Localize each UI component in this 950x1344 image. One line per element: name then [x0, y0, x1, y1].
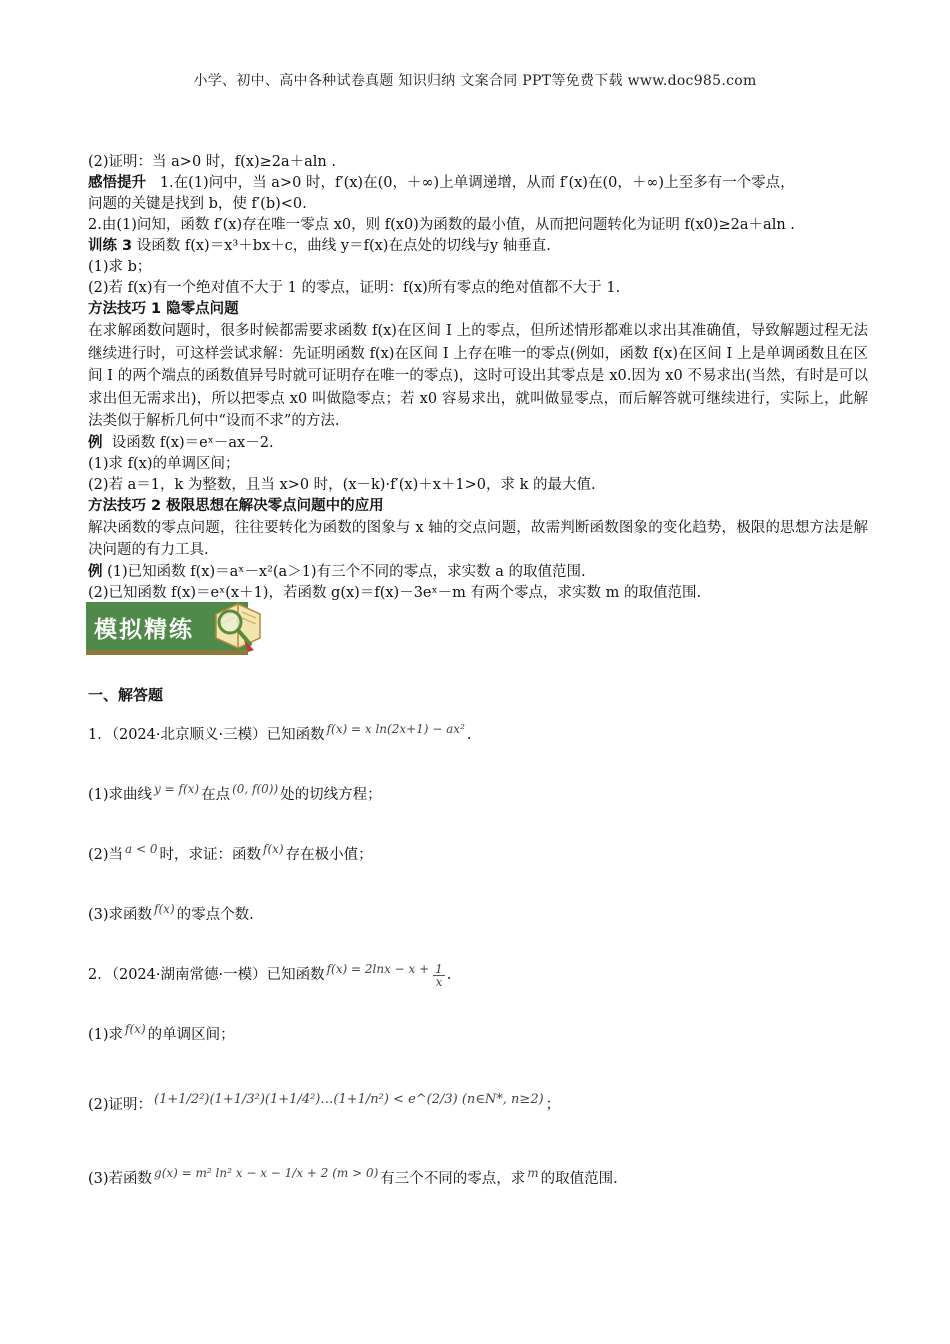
text-span: 的零点个数.	[176, 907, 254, 923]
text-line: (2)若 f(x)有一个绝对值不大于 1 的零点，证明：f(x)所有零点的绝对值都不大于 1.	[88, 280, 621, 296]
text-span: (3)若函数	[88, 1171, 153, 1187]
label-xunlian: 训练 3	[88, 238, 133, 254]
paragraph: 在求解函数问题时，很多时候都需要求函数 f(x)在区间 I 上的零点，但所述情形都难以求出其准确值，导致解题过程无法继续进行时，可这样尝试求解：先证明函数 f(x)在区间 I 上存在唯一的零点(例如，函数 f(x)在区间 I 上是单调函数且在区间 I 的两个端点的函数值异号时就可证明存在唯一的零点)，这时可设出其零点是 x0.因为 x0 不易求出(当然，有时是可以求出但无需求出)，所以把零点 x0 叫做隐零点；若 x0 容易求出，就叫做显零点，而后解答就可继续进行，实际上，此解法类似于解析几何中“设而不求”的方法.	[88, 323, 868, 429]
heading-fangfa1: 方法技巧 1 隐零点问题	[88, 301, 239, 317]
page-header: 小学、初中、高中各种试卷真题 知识归纳 文案合同 PPT等免费下载 www.doc985.com	[193, 73, 757, 89]
text-span: (1)求	[88, 1027, 124, 1043]
text-span: (1)已知函数 f(x)＝aˣ－x²(a＞1)有三个不同的零点，求实数 a 的取值范围.	[102, 563, 586, 580]
punctuation: .	[446, 967, 452, 983]
formula: f(x)	[125, 1022, 146, 1036]
fraction-denominator: x	[435, 974, 443, 989]
label-li: 例	[88, 434, 103, 451]
fraction-numerator: 1	[435, 961, 443, 976]
formula: (1+1/2²)(1+1/3²)(1+1/4²)…(1+1/n²) < e^(2/3) (n∈N*, n≥2)	[154, 1092, 544, 1107]
text-line: (1)求 b；	[88, 259, 152, 275]
book-magnifier-icon	[210, 594, 266, 652]
question-2	[88, 962, 451, 988]
text-line	[88, 236, 868, 257]
question-2-part-2	[88, 1092, 560, 1114]
text-line: 2.由(1)问知，函数 f′(x)存在唯一零点 x0，则 f(x0)为函数的最小值，从而把问题转化为证明 f(x0)≥2a＋aln .	[88, 217, 795, 233]
label-ganwu: 感悟提升	[88, 175, 146, 191]
banner-title: 模拟精练	[94, 617, 194, 643]
formula: (0, f(0))	[232, 782, 279, 796]
question-2-part-3	[88, 1166, 618, 1188]
text-span: (3)求函数	[88, 907, 153, 923]
text-span: 有三个不同的零点，求	[380, 1171, 526, 1187]
question-intro: 2．（2024·湖南常德·一模）已知函数	[88, 967, 325, 983]
punctuation: .	[466, 727, 472, 743]
text-line: (1)求 f(x)的单调区间；	[88, 455, 240, 472]
question-1	[88, 722, 472, 744]
text-line	[88, 433, 868, 454]
main-content	[88, 152, 868, 604]
text-span: 在点	[201, 787, 231, 803]
text-span: 时，求证：函数	[159, 847, 262, 863]
text-span: ；	[545, 1097, 561, 1113]
text-span: 处的切线方程；	[280, 787, 382, 803]
text-line	[88, 173, 868, 194]
text-span: (2)证明：	[88, 1097, 153, 1113]
paragraph: 解决函数的零点问题，往往要转化为函数的图象与 x 轴的交点问题，故需判断函数图象的变化趋势，极限的思想方法是解决问题的有力工具.	[88, 519, 868, 558]
text-span: 的取值范围.	[540, 1171, 618, 1187]
question-1-part-2	[88, 842, 373, 864]
formula: f(x)	[154, 902, 175, 916]
text-span: 设函数 f(x)＝eˣ－ax－2.	[111, 434, 274, 451]
formula: a < 0	[125, 842, 158, 856]
text-span: 设函数 f(x)＝x³＋bx＋c，曲线 y＝f(x)在点处的切线与y 轴垂直.	[136, 238, 551, 254]
question-1-part-1	[88, 782, 382, 804]
section-banner	[86, 594, 262, 658]
heading-fangfa2: 方法技巧 2 极限思想在解决零点问题中的应用	[88, 497, 384, 514]
text-span: (1)求曲线	[88, 787, 153, 803]
text-span: 1.在(1)问中，当 a>0 时，f′(x)在(0，＋∞)上单调递增，从而 f′(x)在(0，＋∞)上至多有一个零点，	[159, 175, 795, 191]
text-span: 的单调区间；	[147, 1027, 235, 1043]
text-span: (2)当	[88, 847, 124, 863]
question-intro: 1．（2024·北京顺义·三模）已知函数	[88, 727, 325, 743]
section-title: 一、解答题	[88, 686, 164, 704]
text-line: (2)若 a＝1，k 为整数，且当 x>0 时，(x－k)·f′(x)＋x＋1>0，求 k 的最大值.	[88, 476, 596, 493]
formula: y = f(x)	[154, 782, 200, 796]
text-line: (2)证明：当 a>0 时，f(x)≥2a＋aln .	[88, 154, 336, 170]
text-line: (2)已知函数 f(x)＝eˣ(x＋1)，若函数 g(x)＝f(x)－3eˣ－m 有两个零点，求实数 m 的取值范围.	[88, 584, 702, 601]
formula: g(x) = m² ln² x − x − 1/x + 2 (m > 0)	[154, 1166, 379, 1180]
text-line	[88, 562, 868, 583]
question-1-part-3	[88, 902, 254, 924]
text-span: 存在极小值；	[285, 847, 373, 863]
text-line: 问题的关键是找到 b，使 f′(b)<0.	[88, 196, 307, 212]
formula: f(x)	[263, 842, 284, 856]
label-li: 例	[88, 563, 103, 580]
formula: f(x) = 2lnx − x +	[326, 962, 430, 976]
fraction	[431, 963, 447, 988]
question-2-part-1	[88, 1022, 235, 1044]
formula: m	[527, 1166, 539, 1180]
formula: f(x) = x ln(2x+1) − ax²	[326, 722, 465, 736]
